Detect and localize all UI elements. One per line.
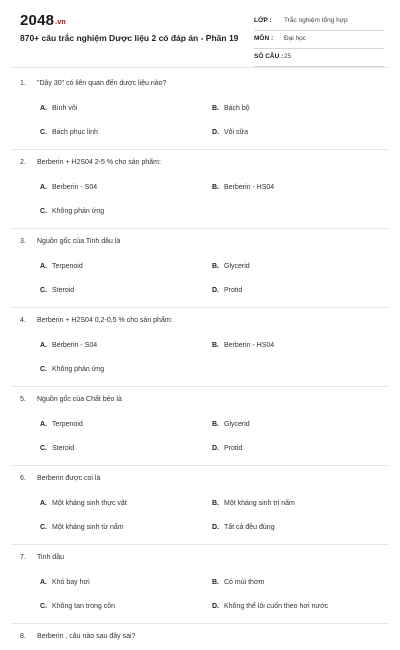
- option-key: A.: [40, 184, 47, 191]
- option-key: B.: [212, 579, 219, 586]
- option-key: A.: [40, 500, 47, 507]
- meta-value: 25: [284, 53, 292, 60]
- option-text: Bách bộ: [224, 105, 250, 112]
- option-text: Berberin - S04: [52, 184, 98, 191]
- answer-option[interactable]: [40, 413, 83, 437]
- option-key: D.: [212, 603, 219, 610]
- question-item: [12, 466, 388, 545]
- option-key: C.: [40, 366, 47, 373]
- question-label: Berberin + H2S04 2-5 % cho sản phẩm:: [37, 159, 161, 166]
- question-item: [12, 545, 388, 624]
- option-text: Không phản ứng: [52, 208, 105, 215]
- option-key: C.: [40, 603, 47, 610]
- answer-option[interactable]: [212, 595, 328, 619]
- option-row: [20, 121, 388, 145]
- option-row: [20, 492, 388, 516]
- question-item: [12, 150, 388, 229]
- answer-option[interactable]: [212, 121, 248, 145]
- option-row: [20, 358, 388, 382]
- answer-option[interactable]: [212, 516, 275, 540]
- option-text: Một kháng sinh thực vật: [52, 500, 127, 507]
- question-label: Nguồn gốc của Chất béo là: [37, 396, 122, 403]
- option-text: Bình vôi: [52, 105, 78, 112]
- question-item: [12, 308, 388, 387]
- option-key: B.: [212, 263, 219, 270]
- option-row: [20, 279, 388, 303]
- option-text: Tất cả đều đúng: [224, 524, 275, 531]
- option-row: [20, 437, 388, 461]
- answer-option[interactable]: [40, 492, 127, 516]
- option-key: B.: [212, 500, 219, 507]
- option-key: A.: [40, 342, 47, 349]
- question-item: [12, 624, 388, 650]
- question-label: Berberin , câu nào sau đây sai?: [37, 633, 136, 640]
- option-row: [20, 200, 388, 224]
- question-label: Tinh dầu: [37, 554, 64, 561]
- question-number: 2.: [20, 159, 26, 166]
- option-text: Steroid: [52, 287, 75, 294]
- option-key: A.: [40, 263, 47, 270]
- option-row: [20, 516, 388, 540]
- option-row: [20, 334, 388, 358]
- option-row: [20, 595, 388, 619]
- answer-option[interactable]: [212, 176, 274, 200]
- option-text: Vôi sữa: [224, 129, 249, 136]
- meta-value: Đại học: [284, 35, 307, 42]
- meta-subject-row: [254, 32, 384, 49]
- answer-option[interactable]: [40, 176, 97, 200]
- meta-label: LỚP :: [254, 17, 272, 24]
- question-text: [20, 387, 388, 413]
- answer-option[interactable]: [40, 255, 83, 279]
- option-key: C.: [40, 445, 47, 452]
- question-label: Berberin được coi là: [37, 475, 101, 482]
- option-text: Bách phục linh: [52, 129, 98, 136]
- option-text: Terpenoid: [52, 421, 83, 428]
- answer-option[interactable]: [212, 437, 242, 461]
- question-item: [12, 229, 388, 308]
- option-row: [20, 413, 388, 437]
- option-text: Berberin - S04: [52, 342, 98, 349]
- option-key: B.: [212, 342, 219, 349]
- option-key: B.: [212, 105, 219, 112]
- option-text: Terpenoid: [52, 263, 83, 270]
- option-key: D.: [212, 445, 219, 452]
- meta-info: [254, 14, 384, 68]
- option-text: Có mùi thơm: [224, 579, 265, 586]
- question-text: [20, 466, 388, 492]
- option-text: Protid: [224, 287, 243, 294]
- question-label: "Dây 30" có liên quan đến dược liệu nào?: [37, 80, 167, 87]
- option-text: Không tan trong cồn: [52, 603, 116, 610]
- question-text: [20, 308, 388, 334]
- question-item: [12, 71, 388, 150]
- option-key: C.: [40, 524, 47, 531]
- option-text: Không thể lôi cuốn theo hơi nước: [224, 603, 329, 610]
- option-row: [20, 97, 388, 121]
- answer-option[interactable]: [212, 97, 250, 121]
- option-key: B.: [212, 421, 219, 428]
- option-row: [20, 571, 388, 595]
- answer-option[interactable]: [212, 334, 274, 358]
- answer-option[interactable]: [40, 334, 97, 358]
- option-key: B.: [212, 184, 219, 191]
- option-text: Berberin - HS04: [224, 342, 275, 349]
- question-text: [20, 71, 388, 97]
- option-key: A.: [40, 421, 47, 428]
- option-row: [20, 176, 388, 200]
- option-key: A.: [40, 579, 47, 586]
- meta-count-row: [254, 50, 384, 67]
- option-key: C.: [40, 208, 47, 215]
- answer-option[interactable]: [40, 571, 90, 595]
- option-text: Glycerid: [224, 263, 250, 270]
- page-header: [0, 0, 400, 70]
- meta-label: MÔN :: [254, 35, 274, 42]
- meta-class-row: [254, 14, 384, 31]
- question-number: 7.: [20, 554, 26, 561]
- question-list: [0, 71, 400, 650]
- answer-option[interactable]: [212, 492, 295, 516]
- option-text: Khó bay hơi: [52, 579, 90, 586]
- question-number: 8.: [20, 633, 26, 640]
- answer-option[interactable]: [212, 279, 242, 303]
- question-number: 6.: [20, 475, 26, 482]
- meta-label: SỐ CÂU :: [254, 53, 284, 60]
- answer-option[interactable]: [212, 413, 250, 437]
- meta-value: Trắc nghiệm tổng hợp: [284, 17, 348, 24]
- site-logo[interactable]: 2048.vn: [20, 12, 66, 29]
- option-text: Berberin - HS04: [224, 184, 275, 191]
- answer-option[interactable]: [40, 121, 98, 145]
- question-number: 1.: [20, 80, 26, 87]
- option-key: C.: [40, 287, 47, 294]
- answer-option[interactable]: [40, 200, 104, 224]
- option-key: D.: [212, 287, 219, 294]
- option-text: Một kháng sinh trị nấm: [224, 500, 295, 507]
- answer-option[interactable]: [212, 255, 250, 279]
- question-text: [20, 545, 388, 571]
- answer-option[interactable]: [212, 571, 264, 595]
- answer-option[interactable]: [40, 279, 74, 303]
- option-row: [20, 255, 388, 279]
- question-number: 4.: [20, 317, 26, 324]
- option-key: C.: [40, 129, 47, 136]
- option-text: Glycerid: [224, 421, 250, 428]
- option-key: D.: [212, 129, 219, 136]
- question-item: [12, 387, 388, 466]
- question-number: 3.: [20, 238, 26, 245]
- question-text: [20, 229, 388, 255]
- option-text: Protid: [224, 445, 243, 452]
- question-label: Berberin + H2S04 0,2-0,5 % cho sản phẩm:: [37, 317, 173, 324]
- answer-option[interactable]: [40, 97, 77, 121]
- option-text: Steroid: [52, 445, 75, 452]
- question-text: [20, 624, 388, 650]
- header-divider: [12, 67, 388, 68]
- option-text: Một kháng sinh từ nấm: [52, 524, 124, 531]
- answer-option[interactable]: [40, 595, 115, 619]
- option-key: A.: [40, 105, 47, 112]
- answer-option[interactable]: [40, 437, 74, 461]
- question-label: Nguồn gốc của Tinh dầu là: [37, 238, 121, 245]
- answer-option[interactable]: [40, 516, 124, 540]
- answer-option[interactable]: [40, 358, 104, 382]
- question-text: [20, 150, 388, 176]
- option-key: D.: [212, 524, 219, 531]
- question-number: 5.: [20, 396, 26, 403]
- option-text: Không phản ứng: [52, 366, 105, 373]
- page-title: 870+ câu trắc nghiệm Dược liệu 2 có đáp án - Phần 19: [20, 33, 239, 43]
